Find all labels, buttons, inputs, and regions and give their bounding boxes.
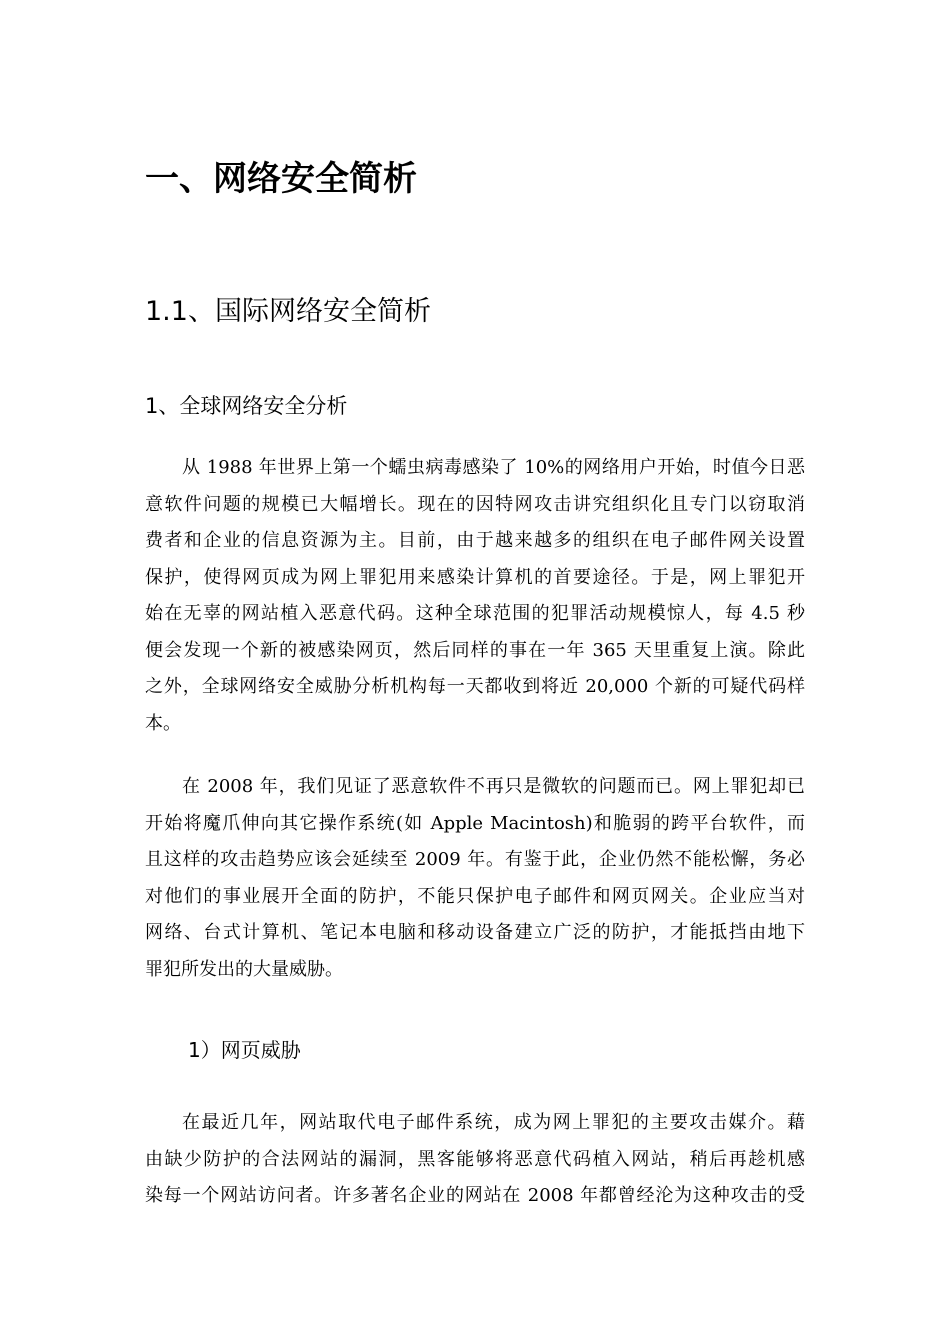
- paragraph-line: 对他们的事业展开全面的防护，不能只保护电子邮件和网页网关。企业应当对: [145, 885, 805, 907]
- paragraph-line: 网络、台式计算机、笔记本电脑和移动设备建立广泛的防护，才能抵挡由地下: [145, 922, 805, 943]
- section-heading: 1.1、国际网络安全简析: [145, 296, 431, 327]
- chapter-heading: 一、网络安全简析: [145, 159, 417, 199]
- paragraph-global-security: [145, 450, 805, 742]
- paragraph-line: 从 1988 年世界上第一个蠕虫病毒感染了 10%的网络用户开始，时值今日恶: [182, 457, 805, 478]
- paragraph-line: 意软件问题的规模已大幅增长。现在的因特网攻击讲究组织化且专门以窃取消: [145, 493, 805, 515]
- paragraph-line: 且这样的攻击趋势应该会延续至 2009 年。有鉴于此，企业仍然不能松懈，务必: [145, 849, 805, 870]
- subheading-web-threats: 1）网页威胁: [188, 1038, 301, 1062]
- paragraph-line: 在 2008 年，我们见证了恶意软件不再只是微软的问题而已。网上罪犯却已: [182, 776, 805, 797]
- paragraph-web-threats: [145, 1105, 805, 1215]
- paragraph-line: 始在无辜的网站植入恶意代码。这种全球范围的犯罪活动规模惊人，每 4.5 秒: [145, 603, 805, 624]
- paragraph-line: 费者和企业的信息资源为主。目前，由于越来越多的组织在电子邮件网关设置: [145, 530, 805, 551]
- paragraph-line: 罪犯所发出的大量威胁。: [145, 958, 343, 980]
- paragraph-line: 保护，使得网页成为网上罪犯用来感染计算机的首要途径。于是，网上罪犯开: [145, 566, 805, 588]
- subsection-heading: 1、全球网络安全分析: [145, 394, 348, 418]
- paragraph-line: 在最近几年，网站取代电子邮件系统，成为网上罪犯的主要攻击媒介。藉: [182, 1112, 805, 1133]
- paragraph-line: 便会发现一个新的被感染网页，然后同样的事在一年 365 天里重复上演。除此: [145, 639, 805, 661]
- paragraph-line: 本。: [145, 712, 181, 734]
- paragraph-line: 之外，全球网络安全威胁分析机构每一天都收到将近 20,000 个新的可疑代码样: [145, 676, 805, 697]
- paragraph-line: 开始将魔爪伸向其它操作系统(如 Apple Macintosh)和脆弱的跨平台软件，而: [145, 812, 805, 834]
- paragraph-line: 由缺少防护的合法网站的漏洞，黑客能够将恶意代码植入网站，稍后再趁机感: [145, 1148, 805, 1170]
- paragraph-2008-malware: [145, 769, 805, 988]
- paragraph-line: 染每一个网站访问者。许多著名企业的网站在 2008 年都曾经沦为这种攻击的受: [145, 1185, 805, 1206]
